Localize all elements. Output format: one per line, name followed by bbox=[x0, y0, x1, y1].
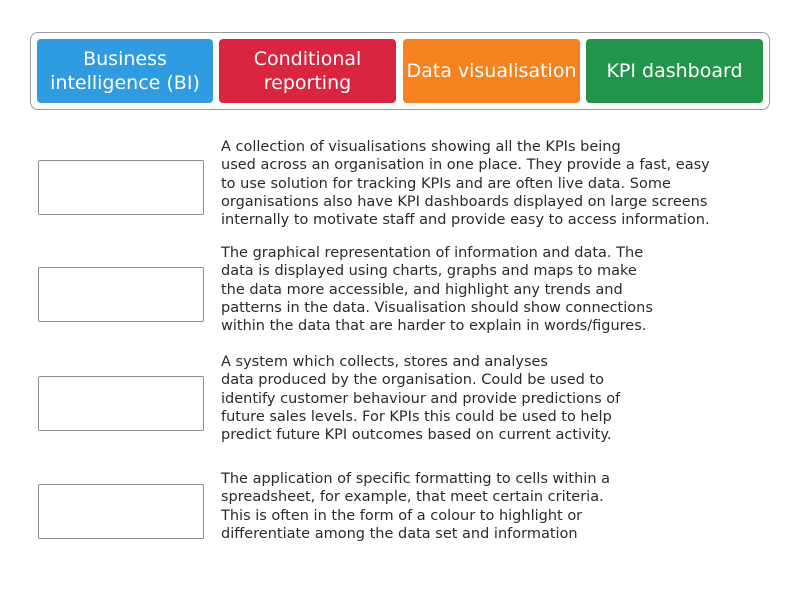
definition-text: The graphical representation of information and data. The data is displayed using charts, graphs and maps to make the data more accessible, and highlight any trends and patterns in the data. Visualisation should show connections within the data that are harder to explain in words/figures. bbox=[221, 245, 653, 335]
tile-label: Business intelligence (BI) bbox=[50, 48, 200, 94]
tile-label: Data visualisation bbox=[406, 60, 577, 82]
answer-drop-box[interactable] bbox=[38, 376, 204, 431]
tile-data-visualisation[interactable] bbox=[403, 39, 580, 103]
tile-conditional-reporting[interactable] bbox=[219, 39, 396, 103]
answer-tile-bank bbox=[30, 32, 770, 110]
answer-drop-box[interactable] bbox=[38, 267, 204, 322]
tile-kpi-dashboard[interactable] bbox=[586, 39, 763, 103]
tile-business-intelligence[interactable] bbox=[37, 39, 213, 103]
tile-label: Conditional reporting bbox=[253, 48, 362, 94]
answer-drop-box[interactable] bbox=[38, 484, 204, 539]
definition-text: A collection of visualisations showing all the KPIs being used across an organisation in one place. They provide a fast, easy to use solution for tracking KPIs and are often live data. Some organisations also have KPI dashboards displayed on large screens internally to motivate staff and provide easy to access information. bbox=[221, 139, 710, 229]
definition-text: A system which collects, stores and analyses data produced by the organisation. Could be used to identify customer behaviour and provide predictions of future sales levels. For KPIs this could be used to help predict future KPI outcomes based on current activity. bbox=[221, 354, 621, 444]
tile-label: KPI dashboard bbox=[606, 60, 743, 82]
definition-text: The application of specific formatting to cells within a spreadsheet, for example, that meet certain criteria. This is often in the form of a colour to highlight or differentiate among the data set and information bbox=[221, 471, 611, 542]
answer-drop-box[interactable] bbox=[38, 160, 204, 215]
